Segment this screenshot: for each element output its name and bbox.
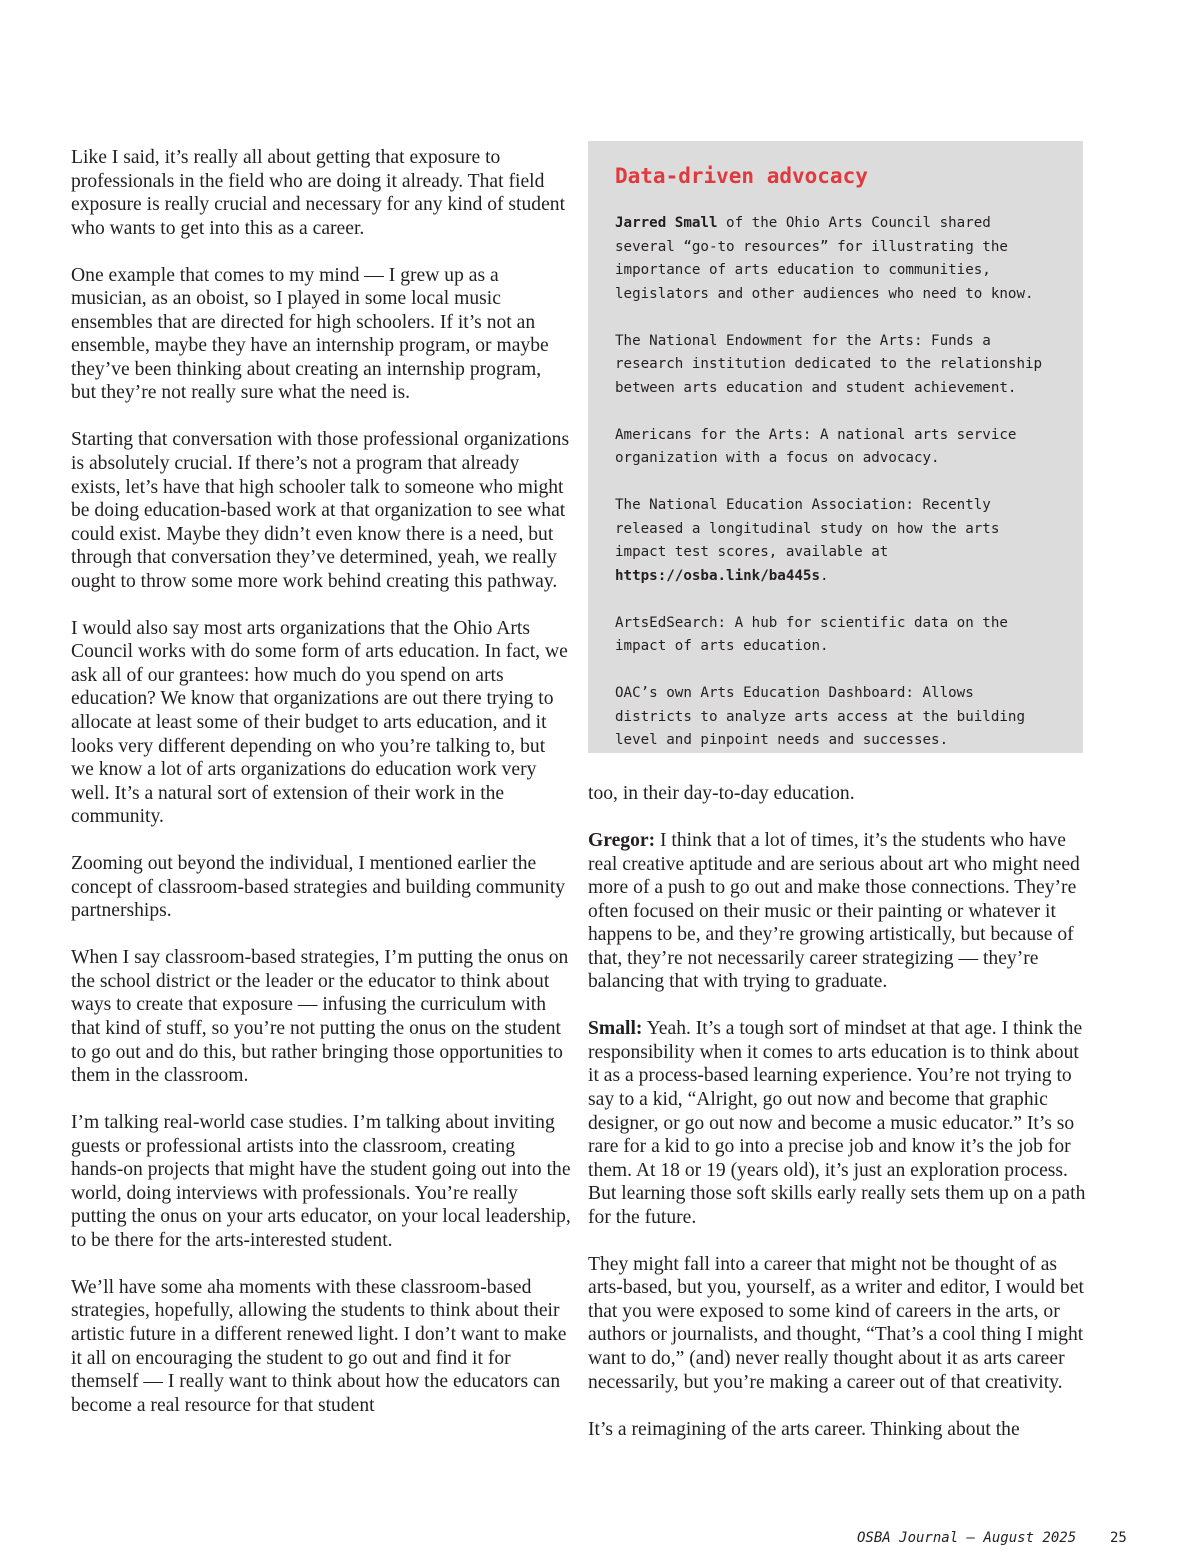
page-number: 25	[1110, 1530, 1127, 1546]
right-column	[588, 782, 1088, 1465]
sidebar-title: Data-driven advocacy	[615, 164, 868, 188]
sidebar-resource	[615, 494, 1057, 588]
paragraph: Starting that conversation with those professional organizations is absolutely crucial. If there’s not a program that already exists, let’s have that high schooler talk to someone who might be doing education-based work at that organization to see what could exist. Maybe they didn’t even know there is a need, but through that conversation they’ve determined, yeah, we really ought to throw some more work behind creating this pathway.	[71, 429, 570, 592]
sidebar-resource: ArtsEdSearch: A hub for scientific data on the impact of arts education.	[615, 614, 1008, 654]
quote-text: I think that a lot of times, it’s the students who have real creative aptitude and are serious about art who might need more of a push to go out and make those connections. They’re often focused on their music or their painting or whatever it happens to be, and they’re growing artistically, but because of that, they’re not necessarily career strategizing — they’re balancing that with trying to graduate.	[588, 830, 1080, 993]
left-column	[71, 146, 571, 1441]
paragraph	[588, 1017, 1088, 1229]
sidebar-link[interactable]: https://osba.link/ba445s	[615, 567, 820, 584]
paragraph: One example that comes to my mind — I grew up as a musician, as an oboist, so I played in some local music ensembles that are directed for high schoolers. If it’s not an ensemble, maybe they have an internship program, or maybe they’ve been thinking about creating an internship program, but they’re not really sure what the need is.	[71, 264, 549, 404]
quote-text: Yeah. It’s a tough sort of mindset at that age. I think the responsibility when it comes to arts education is to think about it as a process-based learning experience. You’re not trying to say to a kid, “Alright, go out now and become that graphic designer, or go out now and become a music educator.” It’s so rare for a kid to go into a precise job and know it’s the job for them. At 18 or 19 (years old), it’s just an exploration process. But learning those soft skills early really sets them up on a path for the future.	[588, 1018, 1086, 1228]
sidebar-intro	[615, 212, 1057, 306]
speaker-label: Small:	[588, 1018, 643, 1040]
sidebar-resource: OAC’s own Arts Education Dashboard: Allows districts to analyze arts access at the building level and pinpoint needs and successes.	[615, 685, 1025, 748]
paragraph: too, in their day-to-day education.	[588, 783, 855, 804]
sidebar-intro-name: Jarred Small	[615, 215, 718, 231]
speaker-label: Gregor:	[588, 830, 656, 852]
sidebar-intro-text: of the Ohio Arts Council shared several “go-to resources” for illustrating the importance of arts education to communities, legislators and other audiences who need to know.	[615, 215, 1034, 302]
footer-journal: OSBA Journal — August 2025	[857, 1530, 1077, 1546]
paragraph: Like I said, it’s really all about getting that exposure to professionals in the field who are doing it already. That field exposure is really crucial and necessary for any kind of student who wants to get into this as a career.	[71, 147, 566, 239]
sidebar-data-driven-advocacy	[588, 141, 1083, 753]
sidebar-period: .	[820, 567, 829, 584]
paragraph: They might fall into a career that might not be thought of as arts-based, but you, yourself, as a writer and editor, I would bet that you were exposed to some kind of careers in the arts, or authors or journalists, and thought, “That’s a cool thing I might want to do,” (and) never really thought about it as arts career necessarily, but you’re making a career out of that creativity.	[588, 1253, 1084, 1393]
paragraph: We’ll have some aha moments with these classroom-based strategies, hopefully, allowing the students to think about their artistic future in a different renewed light. I don’t want to make it all on encouraging the student to go out and find it for themself — I really want to think about how the educators can become a real resource for that student	[71, 1276, 567, 1416]
paragraph: I’m talking real-world case studies. I’m talking about inviting guests or professional artists into the classroom, creating hands-on projects that might have the student going out into the world, doing interviews with professionals. You’re really putting the onus on your arts educator, on your local leadership, to be there for the arts-interested student.	[71, 1112, 571, 1251]
paragraph	[588, 829, 1088, 994]
paragraph: I would also say most arts organizations that the Ohio Arts Council works with do some form of arts education. In fact, we ask all of our grantees: how much do you spend on arts education? We know that organizations are out there trying to allocate at least some of their budget to arts education, and it looks very different depending on who you’re talking to, but we know a lot of arts organizations do education work very well. It’s a natural sort of extension of their work in the community.	[71, 617, 568, 828]
sidebar-resource: Americans for the Arts: A national arts service organization with a focus on advocacy.	[615, 426, 1017, 466]
paragraph: When I say classroom-based strategies, I’m putting the onus on the school district or the leader or the educator to think about ways to create that exposure — infusing the curriculum with that kind of stuff, so you’re not putting the onus on the student to go out and do this, but rather bringing those opportunities to them in the classroom.	[71, 947, 569, 1087]
sidebar-resource-text: The National Education Association: Recently released a longitudinal study on how the arts impact test scores, available at	[615, 497, 1000, 560]
paragraph: It’s a reimagining of the arts career. Thinking about the	[588, 1418, 1020, 1440]
sidebar-resource: The National Endowment for the Arts: Funds a research institution dedicated to the relationship between arts education and student achievement.	[615, 332, 1043, 396]
paragraph: Zooming out beyond the individual, I mentioned earlier the concept of classroom-based strategies and building community partnerships.	[71, 853, 566, 922]
